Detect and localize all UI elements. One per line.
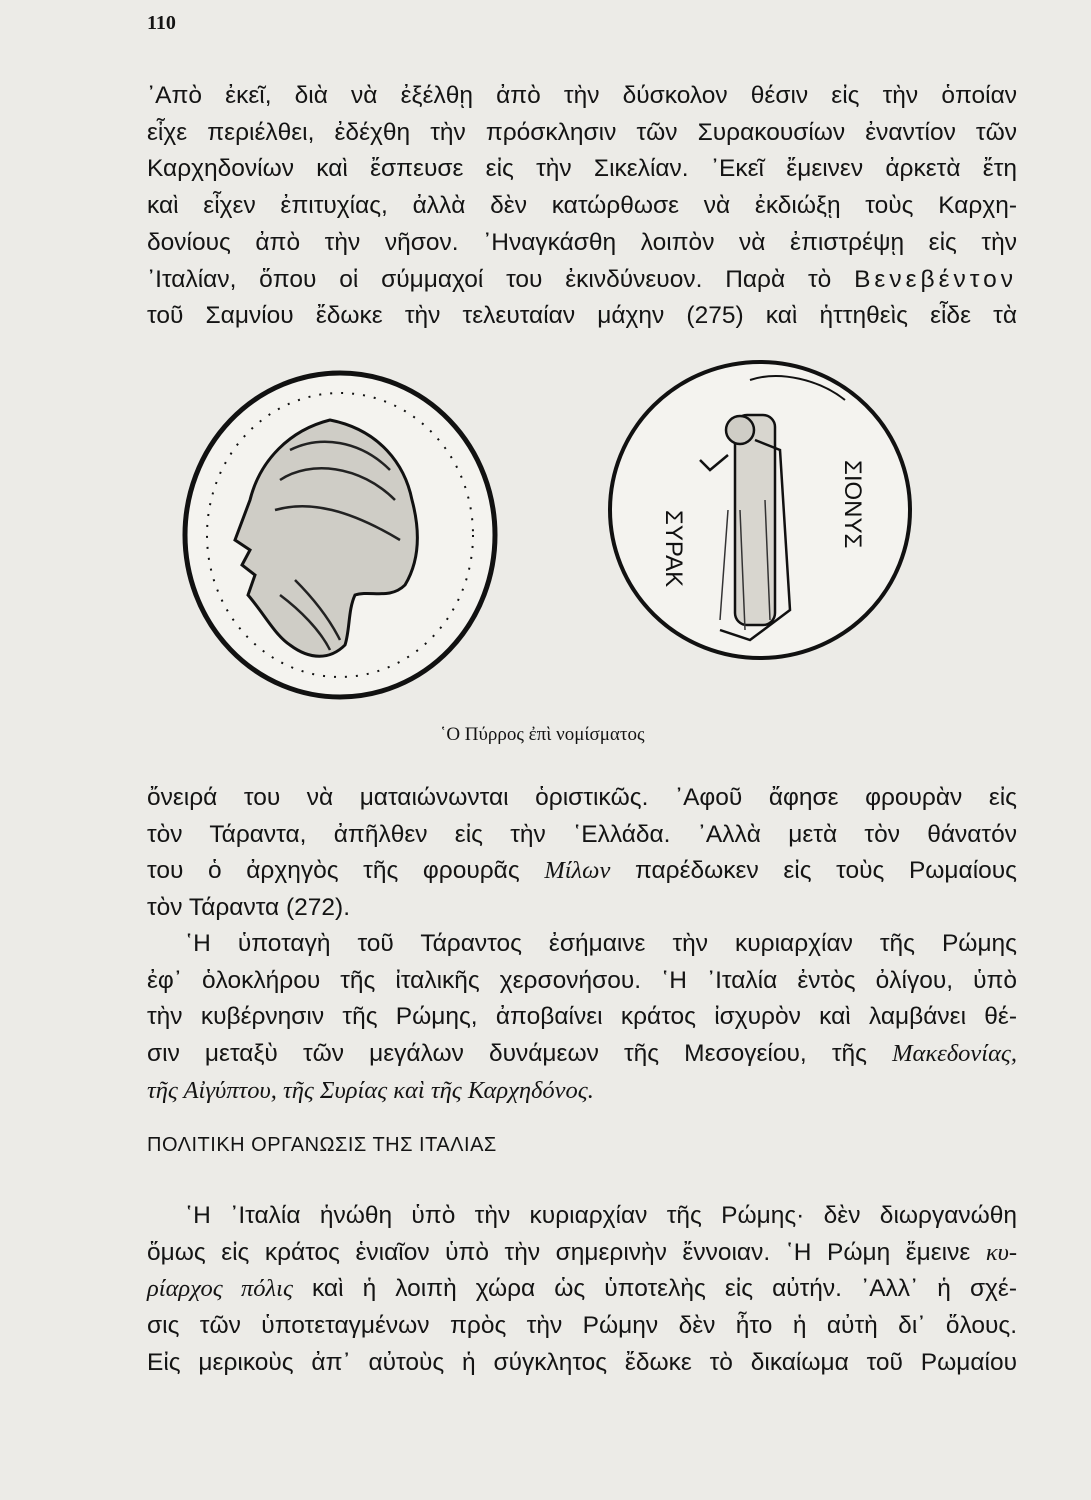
text-fragment: του ὁ ἀρχηγὸς τῆς φρουρᾶς	[147, 857, 520, 885]
text-fragment: καὶ ἡ λοιπὴ χώρα ὡς ὑποτελὴς εἰς αὐτήν. ᾿Αλλ᾿ ἡ σχέ-	[311, 1275, 1017, 1303]
italic-name: Μίλων	[544, 857, 611, 885]
page-number: 110	[147, 12, 176, 34]
text-line: τὴν κυβέρνησιν τῆς Ρώμης, ἀποβαίνει κράτος ἰσχυρὸν καὶ λαμβάνει θέ-	[147, 1003, 1017, 1031]
text-line	[147, 853, 1017, 890]
text-line: Εἰς μερικοὺς ἀπ᾿ αὐτοὺς ἡ σύγκλητος ἔδωκε τὸ δικαίωμα τοῦ Ρωμαίου	[147, 1348, 1017, 1376]
text-fragment: ὅμως εἰς κράτος ἑνιαῖον ὑπὸ τὴν σημερινὴν ἔννοιαν. ῾Η Ρώμη ἔμεινε	[147, 1238, 971, 1266]
text-line: ἐφ᾿ ὁλοκλήρου τῆς ἰταλικῆς χερσονήσου. ῾Η ᾿Ιταλία ἐντὸς ὀλίγου, ὑπὸ	[147, 966, 1017, 994]
coin-figure	[180, 360, 1040, 760]
reverse-inscription-right: ΣΙΟΝΥΣ	[839, 460, 866, 549]
spaced-place-name: Βενεβέντον	[854, 265, 1017, 293]
paragraph-italy-rome	[147, 926, 1017, 1110]
italic-name: ρίαρχος πόλις	[147, 1275, 293, 1303]
text-line: τὸν Τάραντα, ἀπῆλθεν εἰς τὴν ῾Ελλάδα. ᾿Αλλὰ μετὰ τὸν θάνατόν	[147, 820, 1017, 848]
text-line: τὸν Τάραντα (272).	[147, 894, 351, 922]
text-line: καὶ εἶχεν ἐπιτυχίας, ἀλλὰ δὲν κατώρθωσε νὰ ἐκδιώξῃ τοὺς Καρχη-	[147, 192, 1017, 220]
text-line: σις τῶν ὑποτεταγμένων πρὸς τὴν Ρώμην δὲν ἦτο ἡ αὐτὴ δι᾿ ὅλους.	[147, 1312, 1017, 1340]
text-line	[147, 262, 1017, 299]
text-line	[147, 1036, 1017, 1073]
text-line: ᾿Απὸ ἐκεῖ, διὰ νὰ ἐξέλθῃ ἀπὸ τὴν δύσκολον θέσιν εἰς τὴν ὁποίαν	[147, 82, 1017, 109]
text-fragment: ᾿Ιταλίαν, ὅπου οἱ σύμμαχοί του ἐκινδύνευον. Παρὰ τὸ	[147, 265, 832, 293]
text-fragment: παρέδωκεν εἰς τοὺς Ρωμαίους	[634, 857, 1017, 885]
section-heading: ΠΟΛΙΤΙΚΗ ΟΡΓΑΝΩΣΙΣ ΤΗΣ ΙΤΑΛΙΑΣ	[147, 1134, 497, 1156]
italic-line: τῆς Αἰγύπτου, τῆς Συρίας καὶ τῆς Καρχηδόνος.	[147, 1076, 594, 1104]
paragraph-taras	[147, 780, 1017, 927]
coin-reverse-image	[610, 362, 910, 658]
text-line: δονίους ἀπὸ τὴν νῆσον. ᾿Ηναγκάσθη λοιπὸν νὰ ἐπιστρέψῃ εἰς τὴν	[147, 228, 1017, 256]
text-line: εἶχε περιέλθει, ἐδέχθη τὴν πρόσκλησιν τῶν Συρακουσίων ἐναντίον τῶν	[147, 118, 1017, 146]
text-line: Καρχηδονίων καὶ ἔσπευσε εἰς τὴν Σικελίαν. ᾿Εκεῖ ἔμεινεν ἀρκετὰ ἔτη	[147, 155, 1017, 183]
text-line: ῾Η ὑποταγὴ τοῦ Τάραντος ἐσήμαινε τὴν κυριαρχίαν τῆς Ρώμης	[185, 930, 1017, 957]
text-line	[147, 1235, 1017, 1272]
text-line: τοῦ Σαμνίου ἔδωκε τὴν τελευταίαν μάχην (275) καὶ ἡττηθεὶς εἶδε τὰ	[147, 302, 1017, 330]
coin-obverse-image	[185, 373, 495, 697]
paragraph-political-organization	[147, 1198, 1017, 1382]
figure-caption: ῾Ο Πύρρος ἐπὶ νομίσματος	[440, 724, 645, 745]
reverse-inscription-left: ΣΥΡΑΚ	[660, 510, 687, 588]
italic-name: Μακεδονίας,	[892, 1040, 1017, 1068]
text-line	[147, 1271, 1017, 1308]
text-fragment: σιν μεταξὺ τῶν μεγάλων δυνάμεων τῆς Μεσογείου, τῆς	[147, 1040, 867, 1068]
italic-name: κυ-	[985, 1238, 1017, 1266]
paragraph-pyrrhus-sicily	[147, 78, 1017, 335]
text-line: ὄνειρά του νὰ ματαιώνωνται ὁριστικῶς. ᾿Αφοῦ ἄφησε φρουρὰν εἰς	[147, 784, 1017, 811]
text-line: ῾Η ᾿Ιταλία ἡνώθη ὑπὸ τὴν κυριαρχίαν τῆς Ρώμης· δὲν διωργανώθη	[185, 1202, 1017, 1229]
